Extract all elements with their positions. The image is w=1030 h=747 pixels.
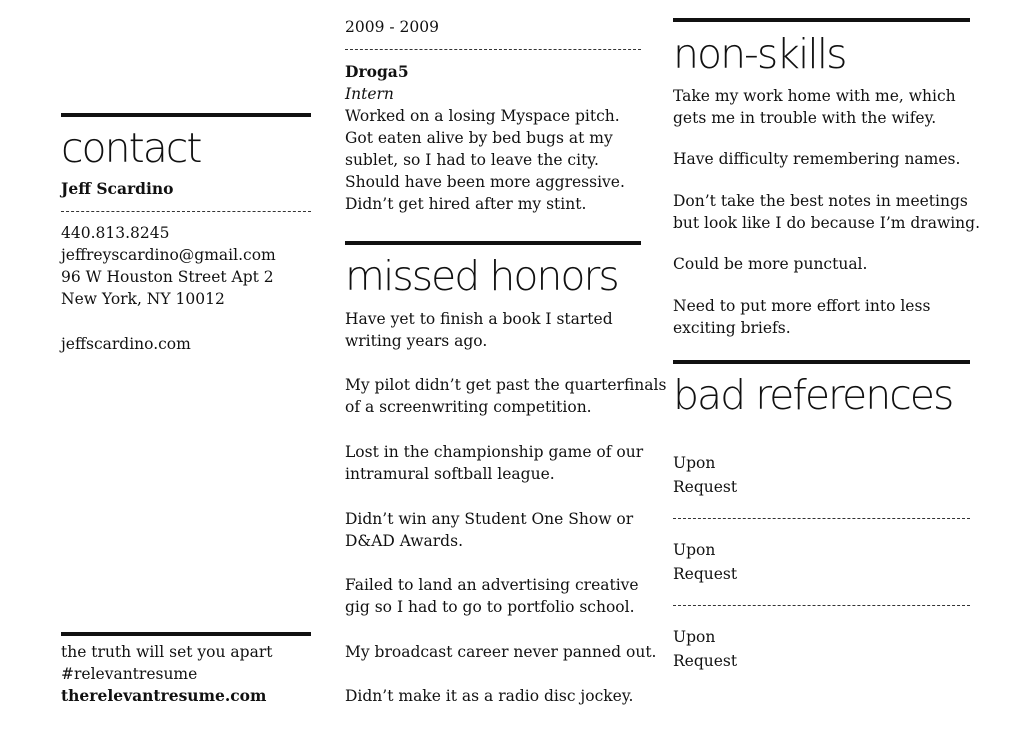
non-skill-line: Don’t take the best notes in meetings — [673, 192, 968, 210]
non-skill-item — [673, 85, 956, 129]
missed-honor-item — [345, 508, 633, 552]
contact-address-line1: 96 W Houston Street Apt 2 — [61, 268, 274, 286]
contact-phone[interactable]: 440.813.8245 — [61, 224, 170, 242]
bad-reference-item — [673, 538, 737, 586]
contact-address-line2: New York, NY 10012 — [61, 290, 225, 308]
missed-honors-top-rule — [345, 241, 641, 245]
bad-reference-divider — [673, 605, 970, 606]
missed-honor-line: My pilot didn’t get past the quarterfinals — [345, 376, 667, 394]
non-skill-line: exciting briefs. — [673, 319, 791, 337]
experience-dates: 2009 - 2009 — [345, 18, 439, 36]
contact-heading: contact — [61, 124, 201, 172]
experience-role: Intern — [345, 85, 394, 103]
contact-top-rule — [61, 113, 311, 117]
non-skills-heading: non-skills — [673, 30, 846, 78]
missed-honor-item — [345, 441, 643, 485]
experience-line: Worked on a losing Myspace pitch. — [345, 107, 620, 125]
missed-honor-line: Didn’t win any Student One Show or — [345, 510, 634, 528]
non-skill-item — [673, 190, 980, 234]
missed-honor-line: of a screenwriting competition. — [345, 398, 592, 416]
non-skill-line: Have difficulty remembering names. — [673, 150, 961, 168]
bad-reference-line: Upon — [673, 454, 716, 472]
non-skill-line: gets me in trouble with the wifey. — [673, 109, 937, 127]
non-skill-item — [673, 295, 930, 339]
missed-honor-item — [345, 374, 666, 418]
experience-company: Droga5 — [345, 62, 409, 81]
contact-name: Jeff Scardino — [61, 179, 174, 198]
footer-top-rule — [61, 632, 311, 636]
footer-hashtag: #relevantresume — [61, 665, 198, 683]
experience-description — [345, 105, 625, 215]
missed-honor-line: D&AD Awards. — [345, 532, 463, 550]
non-skill-line: Could be more punctual. — [673, 255, 868, 273]
non-skill-line: Take my work home with me, which — [673, 87, 956, 105]
missed-honor-item — [345, 685, 633, 707]
bad-reference-line: Request — [673, 565, 738, 583]
bad-reference-line: Request — [673, 478, 738, 496]
missed-honor-line: Failed to land an advertising creative — [345, 576, 639, 594]
footer-tagline: the truth will set you apart — [61, 643, 273, 661]
missed-honor-line: Didn’t make it as a radio disc jockey. — [345, 687, 634, 705]
experience-line: Should have been more aggressive. — [345, 173, 625, 191]
missed-honors-heading: missed honors — [345, 252, 618, 300]
missed-honor-item — [345, 308, 613, 352]
experience-divider — [345, 49, 641, 50]
missed-honor-line: gig so I had to go to portfolio school. — [345, 598, 635, 616]
missed-honor-item — [345, 641, 656, 663]
bad-references-heading: bad references — [673, 371, 953, 419]
non-skill-item — [673, 253, 867, 275]
bad-references-top-rule — [673, 360, 970, 364]
missed-honor-line: My broadcast career never panned out. — [345, 643, 657, 661]
bad-reference-item — [673, 451, 737, 499]
bad-reference-line: Upon — [673, 541, 716, 559]
bad-reference-line: Request — [673, 652, 738, 670]
missed-honor-line: writing years ago. — [345, 332, 488, 350]
missed-honor-line: intramural softball league. — [345, 465, 555, 483]
non-skill-line: Need to put more effort into less — [673, 297, 931, 315]
contact-divider — [61, 211, 311, 212]
non-skill-item — [673, 148, 960, 170]
experience-line: Got eaten alive by bed bugs at my — [345, 129, 613, 147]
bad-reference-item — [673, 625, 737, 673]
experience-line: sublet, so I had to leave the city. — [345, 151, 599, 169]
missed-honor-line: Lost in the championship game of our — [345, 443, 644, 461]
contact-website[interactable]: jeffscardino.com — [61, 335, 191, 353]
non-skill-line: but look like I do because I’m drawing. — [673, 214, 980, 232]
missed-honor-line: Have yet to finish a book I started — [345, 310, 613, 328]
bad-reference-divider — [673, 518, 970, 519]
experience-line: Didn’t get hired after my stint. — [345, 195, 587, 213]
footer-site-link[interactable]: therelevantresume.com — [61, 686, 267, 705]
missed-honor-item — [345, 574, 639, 618]
contact-email[interactable]: jeffreyscardino@gmail.com — [61, 246, 276, 264]
bad-reference-line: Upon — [673, 628, 716, 646]
non-skills-top-rule — [673, 18, 970, 22]
